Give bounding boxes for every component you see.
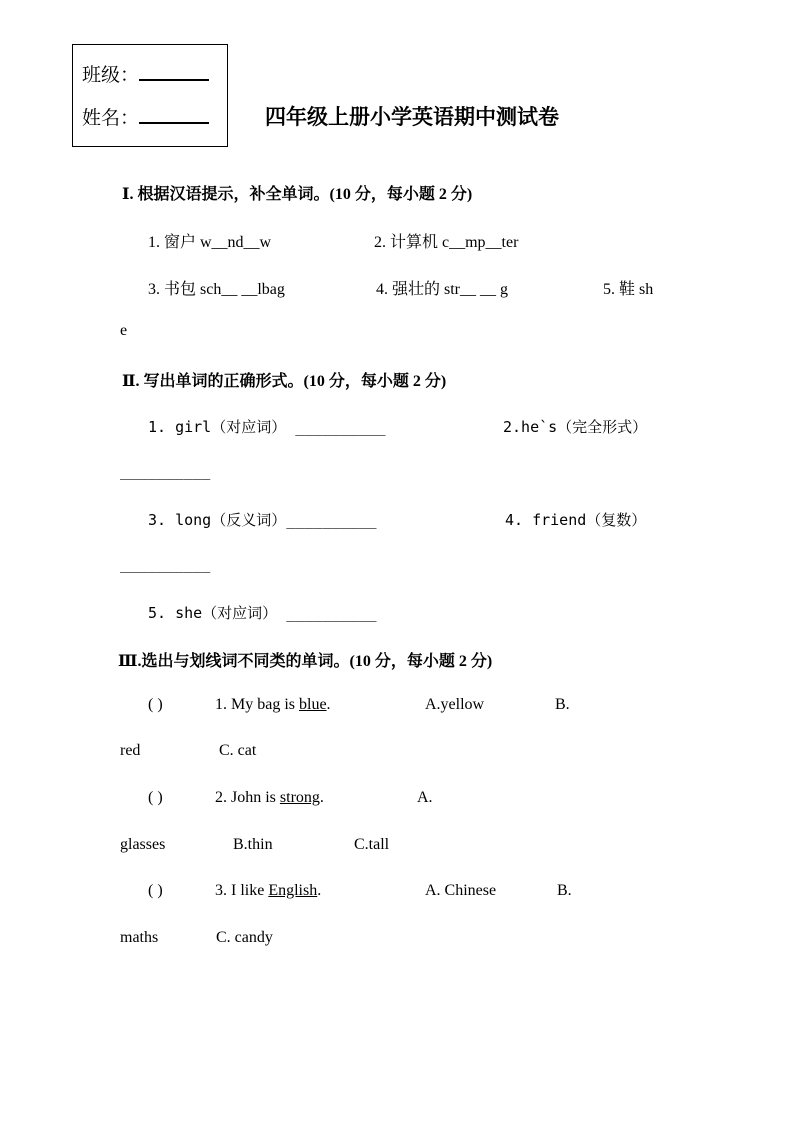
q2-answer-paren[interactable]: ( ) — [148, 789, 163, 806]
s2-item-3: 3. long（反义词）__________ — [148, 511, 377, 529]
q1-option-b-word: red — [120, 742, 141, 759]
section2-heading: Ⅱ. 写出单词的正确形式。(10 分，每小题 2 分) — [122, 373, 447, 390]
s2-item-2-blank[interactable]: __________ — [120, 462, 211, 480]
q2-prefix: 2. John is — [215, 789, 280, 806]
q1-answer-paren[interactable]: ( ) — [148, 696, 163, 713]
s1-item-5: 5. 鞋 sh — [603, 281, 654, 298]
q3-suffix: . — [317, 882, 322, 899]
q1-underlined-word: blue — [299, 696, 327, 713]
class-field[interactable] — [82, 60, 209, 87]
s2-item-5: 5. she（对应词） __________ — [148, 604, 377, 622]
q1-suffix: . — [326, 696, 331, 713]
q3-option-a: A. Chinese — [425, 882, 497, 899]
q3-underlined-word: English — [268, 882, 318, 899]
s1-item-1: 1. 窗户 w__nd__w — [148, 234, 272, 251]
q2-suffix: . — [319, 789, 324, 806]
class-label: 班级： — [82, 65, 140, 86]
q1-option-b-label: B. — [555, 696, 570, 713]
s2-item-2: 2.he`s（完全形式） — [503, 418, 648, 436]
s1-item-3: 3. 书包 sch__ __lbag — [148, 281, 285, 298]
q1-option-c: C. cat — [219, 742, 257, 759]
q3-option-b-label: B. — [557, 882, 572, 899]
q2-option-c: C.tall — [354, 836, 390, 853]
q1-prefix: 1. My bag is — [215, 696, 299, 713]
s2-item-4-blank[interactable]: __________ — [120, 555, 211, 573]
section3-heading: Ⅲ.选出与划线词不同类的单词。(10 分，每小题 2 分) — [118, 653, 493, 670]
q3-prefix: 3. I like — [215, 882, 269, 899]
name-blank[interactable] — [139, 121, 209, 124]
name-label: 姓名： — [82, 108, 140, 129]
q3-stem — [215, 882, 321, 900]
s1-item-2: 2. 计算机 c__mp__ter — [374, 234, 519, 251]
section1-heading: Ⅰ. 根据汉语提示，补全单词。(10 分，每小题 2 分) — [122, 186, 473, 203]
s1-item-5-cont: e — [120, 322, 128, 339]
s2-item-4: 4. friend（复数） — [505, 511, 647, 529]
s1-item-4: 4. 强壮的 str__ __ g — [376, 281, 509, 298]
q3-option-b-word: maths — [120, 929, 159, 946]
q2-underlined-word: strong — [279, 789, 320, 806]
q3-answer-paren[interactable]: ( ) — [148, 882, 163, 899]
q2-option-a-word: glasses — [120, 836, 166, 853]
q1-stem — [215, 696, 331, 714]
q1-option-a: A.yellow — [425, 696, 485, 713]
q2-option-a-label: A. — [417, 789, 433, 806]
s2-item-1: 1. girl（对应词） __________ — [148, 418, 386, 436]
class-blank[interactable] — [139, 78, 209, 81]
q2-option-b: B.thin — [233, 836, 273, 853]
q2-stem — [215, 789, 324, 807]
name-field[interactable] — [82, 103, 209, 130]
q3-option-c: C. candy — [216, 929, 273, 946]
page-title: 四年级上册小学英语期中测试卷 — [265, 105, 559, 129]
